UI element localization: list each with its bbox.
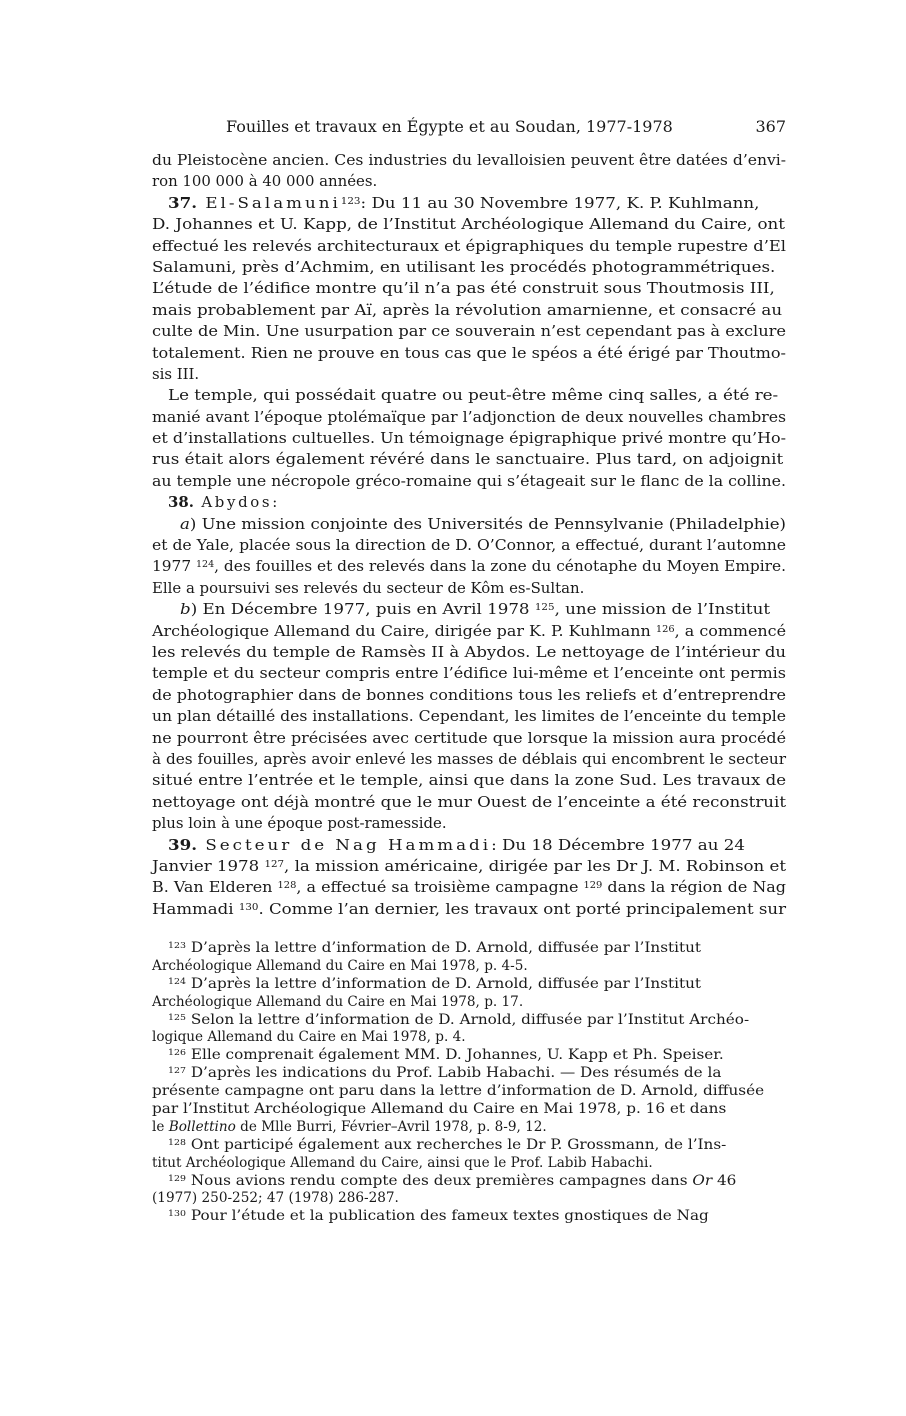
body-line bbox=[152, 150, 786, 171]
body-line-text bbox=[168, 385, 778, 406]
footnote-line-text bbox=[168, 1047, 724, 1065]
body-line bbox=[152, 492, 786, 513]
body-line-text bbox=[152, 899, 786, 920]
body-line bbox=[152, 171, 786, 192]
text-run: a bbox=[180, 514, 190, 533]
body-line bbox=[152, 728, 786, 749]
body-line-text bbox=[152, 364, 199, 385]
footnote-ref: 129 bbox=[583, 880, 603, 892]
text-run: Selon la lettre d’information de D. Arnold, diffusée par l’Institut Archéo- bbox=[186, 1011, 750, 1028]
text-run: Ont participé également aux recherches le Dr P. Grossmann, de l’Ins- bbox=[186, 1136, 727, 1153]
text-run: Janvier 1978 bbox=[152, 856, 265, 875]
footnote-ref: 125 bbox=[534, 602, 555, 614]
footnote-line-text bbox=[168, 976, 701, 994]
footnote-line-text bbox=[152, 958, 528, 976]
text-run: ne pourront être précisées avec certitude que lorsque la mission aura procédé bbox=[152, 728, 786, 747]
body-line-text bbox=[152, 792, 786, 813]
footnote-line-text bbox=[168, 1137, 726, 1155]
body-line-text bbox=[180, 599, 770, 620]
text-run: manié avant l’époque ptolémaïque par l’adjonction de deux nouvelles chambres bbox=[152, 407, 786, 426]
footnote-line-text bbox=[152, 1029, 466, 1047]
body-line-text bbox=[152, 150, 786, 171]
text-run: un plan détaillé des installations. Cependant, les limites de l’enceinte du temple bbox=[152, 707, 786, 726]
body-line-text bbox=[152, 449, 783, 470]
body-line-text bbox=[152, 257, 775, 278]
footnote-line-text bbox=[168, 1208, 709, 1226]
section-number: 39. bbox=[168, 835, 198, 854]
body-line bbox=[152, 407, 786, 428]
footnote-line bbox=[152, 1101, 786, 1119]
page-number: 367 bbox=[755, 117, 786, 136]
text-run: (1977) 250-252; 47 (1978) 286-287. bbox=[152, 1190, 399, 1207]
footnote-line bbox=[152, 1173, 786, 1191]
text-run: logique Allemand du Caire en Mai 1978, p. 4. bbox=[152, 1029, 466, 1046]
body-line bbox=[152, 856, 786, 877]
text-run: Le temple, qui possédait quatre ou peut-être même cinq salles, a été re- bbox=[168, 386, 779, 405]
body-line bbox=[152, 599, 786, 620]
body-line bbox=[152, 257, 786, 278]
footnote-line bbox=[152, 1190, 786, 1208]
body-line-text bbox=[152, 621, 786, 642]
text-run: Archéologique Allemand du Caire en Mai 1978, p. 4-5. bbox=[152, 957, 528, 974]
text-run: , des fouilles et des relevés dans la zone du cénotaphe du Moyen Empire. bbox=[214, 557, 787, 576]
body-line-text bbox=[152, 813, 447, 834]
footnote-ref: 126 bbox=[655, 623, 675, 635]
body-line bbox=[152, 642, 786, 663]
body-line-text bbox=[152, 877, 786, 898]
text-run: nettoyage ont déjà montré que le mur Ouest de l’enceinte a été reconstruit bbox=[152, 792, 786, 811]
text-run: mais probablement par Aï, après la révolution amarnienne, et consacré au bbox=[152, 300, 783, 319]
body-line bbox=[152, 706, 786, 727]
text-run: , a effectué sa troisième campagne bbox=[296, 878, 584, 897]
footnote-line-text bbox=[152, 1083, 764, 1101]
text-run: . Comme l’an dernier, les travaux ont porté principalement sur bbox=[258, 899, 786, 918]
text-run: , une mission de l’Institut bbox=[554, 600, 771, 619]
footnote-line bbox=[152, 1065, 786, 1083]
body-line bbox=[152, 621, 786, 642]
footnote-line bbox=[152, 940, 786, 958]
body-line bbox=[152, 877, 786, 898]
body-text bbox=[152, 150, 786, 920]
body-line bbox=[152, 364, 786, 385]
footnote-line bbox=[152, 1137, 786, 1155]
text-run: au temple une nécropole gréco-romaine qui s’étageait sur le flanc de la colline. bbox=[152, 471, 786, 490]
text-run: L’étude de l’édifice montre qu’il n’a pas été construit sous Thoutmosis III, bbox=[152, 279, 775, 298]
text-run: effectué les relevés architecturaux et épigraphiques du temple rupestre d’El bbox=[152, 236, 786, 255]
running-title: Fouilles et travaux en Égypte et au Soudan, 1977-1978 bbox=[226, 117, 673, 136]
text-run: , la mission américaine, dirigée par les Dr J. M. Robinson et bbox=[284, 856, 786, 875]
text-run: B. Van Elderen bbox=[152, 878, 278, 897]
text-run: b bbox=[180, 600, 191, 619]
body-line bbox=[152, 556, 786, 577]
text-run: et de Yale, placée sous la direction de D. O’Connor, a effectué, durant l’automne bbox=[152, 536, 786, 555]
text-run: : Du 11 au 30 Novembre 1977, K. P. Kuhlmann, bbox=[360, 193, 760, 212]
text-run: , a commencé bbox=[674, 621, 786, 640]
body-line bbox=[152, 321, 786, 342]
body-line-text bbox=[152, 663, 786, 684]
footnote-line bbox=[152, 1029, 786, 1047]
body-line-text bbox=[152, 856, 786, 877]
text-run: ) Une mission conjointe des Universités de Pennsylvanie (Philadelphie) bbox=[189, 514, 786, 533]
body-line bbox=[152, 899, 786, 920]
text-run: Elle a poursuivi ses relevés du secteur de Kôm es-Sultan. bbox=[152, 578, 585, 597]
body-line-text bbox=[152, 278, 775, 299]
body-line bbox=[152, 792, 786, 813]
body-line bbox=[152, 236, 786, 257]
footnote-line bbox=[152, 958, 786, 976]
text-run: : bbox=[272, 493, 278, 512]
body-line-text bbox=[152, 471, 786, 492]
text-run: 1977 bbox=[152, 557, 196, 576]
text-run: : Du 18 Décembre 1977 au 24 bbox=[491, 835, 745, 854]
footnote-line-text bbox=[152, 1119, 547, 1137]
section-heading: Secteur de Nag Hammadi bbox=[197, 835, 492, 854]
body-line bbox=[152, 685, 786, 706]
footnote-ref: 130 bbox=[238, 901, 259, 913]
body-line-text bbox=[168, 835, 745, 856]
footnote-line-text bbox=[168, 1065, 721, 1083]
text-run: Bollettino bbox=[168, 1118, 236, 1135]
footnotes bbox=[152, 940, 786, 1226]
footnote-line bbox=[152, 1119, 786, 1137]
text-run: 46 bbox=[712, 1172, 737, 1189]
footnote-ref: 124 bbox=[195, 559, 215, 571]
text-run: Archéologique Allemand du Caire, dirigée par K. P. Kuhlmann bbox=[152, 621, 656, 640]
text-run: D’après la lettre d’information de D. Arnold, diffusée par l’Institut bbox=[186, 975, 702, 992]
text-run: Nous avions rendu compte des deux premières campagnes dans bbox=[186, 1172, 693, 1189]
text-run: titut Archéologique Allemand du Caire, ainsi que le Prof. Labib Habachi. bbox=[152, 1154, 653, 1171]
body-line-text bbox=[152, 321, 786, 342]
footnote-ref: 123 bbox=[168, 940, 187, 951]
body-line-text bbox=[152, 171, 377, 192]
body-line bbox=[152, 385, 786, 406]
body-line bbox=[152, 300, 786, 321]
body-line bbox=[152, 749, 786, 770]
body-line-text bbox=[152, 236, 786, 257]
footnote-line bbox=[152, 1083, 786, 1101]
body-line-text bbox=[152, 706, 786, 727]
text-run: présente campagne ont paru dans la lettre d’information de D. Arnold, diffusée bbox=[152, 1083, 765, 1100]
text-run: plus loin à une époque post-ramesside. bbox=[152, 814, 447, 833]
body-line bbox=[152, 663, 786, 684]
text-run: rus était alors également révéré dans le sanctuaire. Plus tard, on adjoignit bbox=[152, 450, 784, 469]
body-line-text bbox=[152, 300, 782, 321]
section-heading: Abydos bbox=[193, 493, 273, 512]
body-line bbox=[152, 471, 786, 492]
body-line-text bbox=[168, 492, 277, 513]
footnote-ref: 129 bbox=[168, 1172, 187, 1183]
body-line-text bbox=[180, 514, 786, 535]
footnote-ref: 128 bbox=[277, 880, 297, 892]
text-run: Or bbox=[692, 1172, 713, 1189]
text-run: D. Johannes et U. Kapp, de l’Institut Archéologique Allemand du Caire, ont bbox=[152, 215, 785, 234]
text-run: dans la région de Nag bbox=[602, 878, 786, 897]
body-line bbox=[152, 514, 786, 535]
text-run: Pour l’étude et la publication des fameux textes gnostiques de Nag bbox=[186, 1208, 709, 1225]
section-number: 38. bbox=[168, 493, 194, 512]
text-run: sis III. bbox=[152, 364, 200, 383]
text-run: et d’installations cultuelles. Un témoignage épigraphique privé montre qu’Ho- bbox=[152, 429, 786, 448]
body-line-text bbox=[152, 407, 786, 428]
text-run: à des fouilles, après avoir enlevé les masses de déblais qui encombrent le secteur bbox=[152, 749, 786, 768]
body-line-text bbox=[152, 535, 786, 556]
body-line bbox=[152, 278, 786, 299]
text-run: du Pleistocène ancien. Ces industries du levalloisien peuvent être datées d’envi- bbox=[152, 151, 786, 169]
section-heading: El-Salamuni bbox=[197, 193, 341, 212]
footnote-line-text bbox=[168, 1173, 736, 1191]
footnote-ref: 123 bbox=[340, 195, 361, 207]
body-line-text bbox=[152, 685, 786, 706]
footnote-ref: 124 bbox=[168, 976, 187, 986]
body-line-text bbox=[152, 428, 786, 449]
footnote-line-text bbox=[168, 940, 701, 958]
text-run: ron 100 000 à 40 000 années. bbox=[152, 172, 378, 191]
body-line-text bbox=[152, 343, 786, 364]
text-run: situé entre l’entrée et le temple, ainsi que dans la zone Sud. Les travaux de bbox=[152, 771, 786, 790]
body-line-text bbox=[152, 770, 786, 791]
footnote-line-text bbox=[152, 994, 523, 1012]
text-run: Hammadi bbox=[152, 899, 239, 918]
footnote-line-text bbox=[152, 1101, 726, 1119]
text-run: temple et du secteur compris entre l’édifice lui-même et l’enceinte ont permis bbox=[152, 664, 786, 683]
text-run: ) En Décembre 1977, puis en Avril 1978 bbox=[190, 600, 535, 619]
body-line-text bbox=[152, 214, 785, 235]
text-run: de photographier dans de bonnes conditions tous les reliefs et d’entreprendre bbox=[152, 685, 786, 704]
footnote-line bbox=[152, 1208, 786, 1226]
text-run: D’après les indications du Prof. Labib Habachi. — Des résumés de la bbox=[186, 1065, 722, 1082]
body-line bbox=[152, 535, 786, 556]
footnote-line bbox=[152, 994, 786, 1012]
text-run: totalement. Rien ne prouve en tous cas que le spéos a été érigé par Thoutmo- bbox=[152, 343, 786, 362]
text-run: D’après la lettre d’information de D. Arnold, diffusée par l’Institut bbox=[186, 940, 702, 956]
body-line bbox=[152, 214, 786, 235]
footnote-line-text bbox=[152, 1190, 399, 1208]
body-line-text bbox=[168, 193, 759, 214]
text-run: de Mlle Burri, Février–Avril 1978, p. 8-9, 12. bbox=[235, 1118, 547, 1135]
text-run: Archéologique Allemand du Caire en Mai 1978, p. 17. bbox=[152, 993, 524, 1010]
body-line-text bbox=[152, 749, 786, 770]
footnote-ref: 125 bbox=[168, 1011, 187, 1022]
body-line-text bbox=[152, 642, 786, 663]
footnote-ref: 126 bbox=[168, 1047, 187, 1058]
footnote-line bbox=[152, 976, 786, 994]
body-line-text bbox=[152, 578, 584, 599]
body-line bbox=[152, 770, 786, 791]
text-run: Salamuni, près d’Achmim, en utilisant les procédés photogrammétriques. bbox=[152, 257, 776, 276]
footnote-line-text bbox=[168, 1012, 749, 1030]
body-line bbox=[152, 813, 786, 834]
text-run: Elle comprenait également MM. D. Johannes, U. Kapp et Ph. Speiser. bbox=[186, 1047, 724, 1064]
body-line bbox=[152, 578, 786, 599]
text-run: par l’Institut Archéologique Allemand du Caire en Mai 1978, p. 16 et dans bbox=[152, 1101, 727, 1118]
footnote-line bbox=[152, 1155, 786, 1173]
body-line-text bbox=[152, 728, 786, 749]
footnote-ref: 127 bbox=[264, 858, 285, 870]
body-line bbox=[152, 343, 786, 364]
footnote-ref: 130 bbox=[168, 1208, 187, 1219]
footnote-ref: 127 bbox=[168, 1065, 187, 1076]
section-number: 37. bbox=[168, 193, 198, 212]
body-line bbox=[152, 449, 786, 470]
text-run: culte de Min. Une usurpation par ce souverain n’est cependant pas à exclure bbox=[152, 322, 786, 341]
body-line bbox=[152, 193, 786, 214]
footnote-ref: 128 bbox=[168, 1137, 187, 1148]
text-run: les relevés du temple de Ramsès II à Abydos. Le nettoyage de l’intérieur du bbox=[152, 642, 786, 661]
body-line bbox=[152, 835, 786, 856]
footnote-line-text bbox=[152, 1155, 653, 1173]
footnote-line bbox=[152, 1012, 786, 1030]
footnote-line bbox=[152, 1047, 786, 1065]
body-line bbox=[152, 428, 786, 449]
text-run: le bbox=[152, 1118, 169, 1135]
body-line-text bbox=[152, 556, 786, 577]
